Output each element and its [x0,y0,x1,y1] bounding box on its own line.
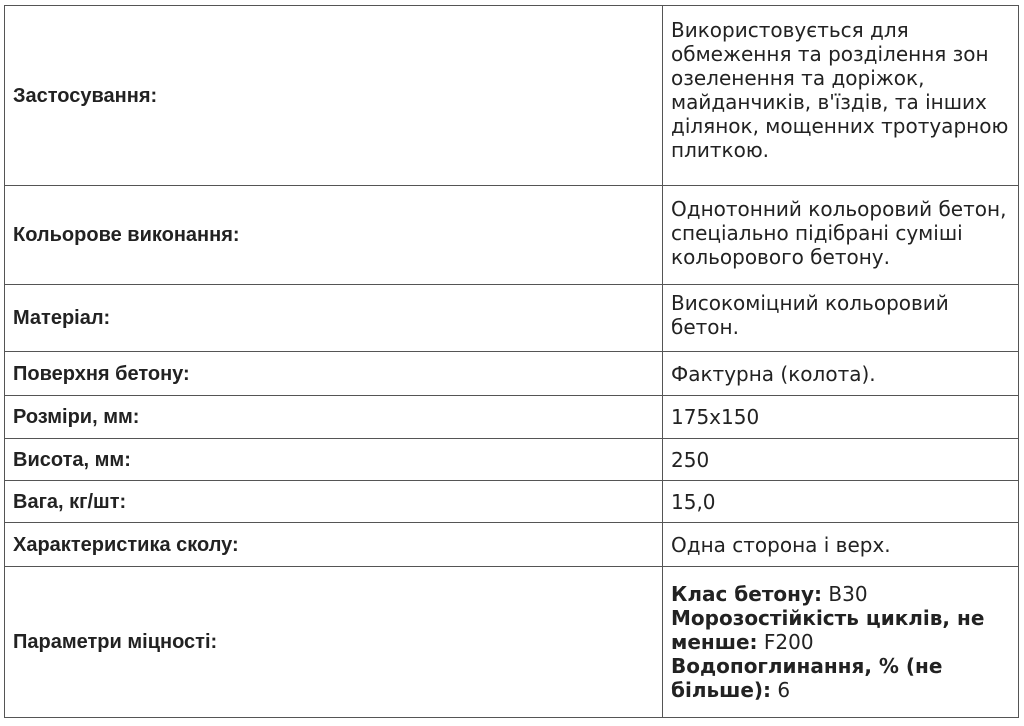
frost-resistance-value: F200 [757,630,814,654]
water-absorption-label: Водопоглинання, % (не більше): [671,654,943,702]
water-absorption-value: 6 [771,678,791,702]
row-label-weight: Вага, кг/шт: [5,481,663,523]
concrete-class-label: Клас бетону: [671,582,823,606]
concrete-class-line [671,582,1010,606]
water-absorption-line [671,654,1010,702]
row-label-application: Застосування: [5,6,663,186]
row-label-dimensions: Розміри, мм: [5,396,663,439]
frost-resistance-label: Морозостійкість циклів, не менше: [671,606,985,654]
table-row [5,481,1019,523]
row-value-weight: 15,0 [663,481,1019,523]
row-value-application: Використовується для обмеження та розділення зон озеленення та доріжок, майданчиків, в'їздів, та інших ділянок, мощенних тротуарною плиткою. [663,6,1019,186]
table-row [5,567,1019,718]
table-row [5,6,1019,186]
specifications-table [4,5,1019,718]
row-value-color: Однотонний кольоровий бетон, спеціально підібрані суміші кольорового бетону. [663,186,1019,285]
row-label-strength: Параметри міцності: [5,567,663,718]
table-row [5,285,1019,352]
row-value-height: 250 [663,439,1019,481]
table-row [5,523,1019,567]
row-label-color: Кольорове виконання: [5,186,663,285]
row-label-height: Висота, мм: [5,439,663,481]
table-row [5,352,1019,396]
table-row [5,396,1019,439]
row-label-chip: Характеристика сколу: [5,523,663,567]
table-row [5,439,1019,481]
row-value-strength [663,567,1019,718]
row-value-material: Високоміцний кольоровий бетон. [663,285,1019,352]
frost-resistance-line [671,606,1010,654]
row-value-surface: Фактурна (колота). [663,352,1019,396]
row-label-material: Матеріал: [5,285,663,352]
concrete-class-value: B30 [822,582,868,606]
row-value-chip: Одна сторона і верх. [663,523,1019,567]
row-value-dimensions: 175х150 [663,396,1019,439]
row-label-surface: Поверхня бетону: [5,352,663,396]
table-row [5,186,1019,285]
